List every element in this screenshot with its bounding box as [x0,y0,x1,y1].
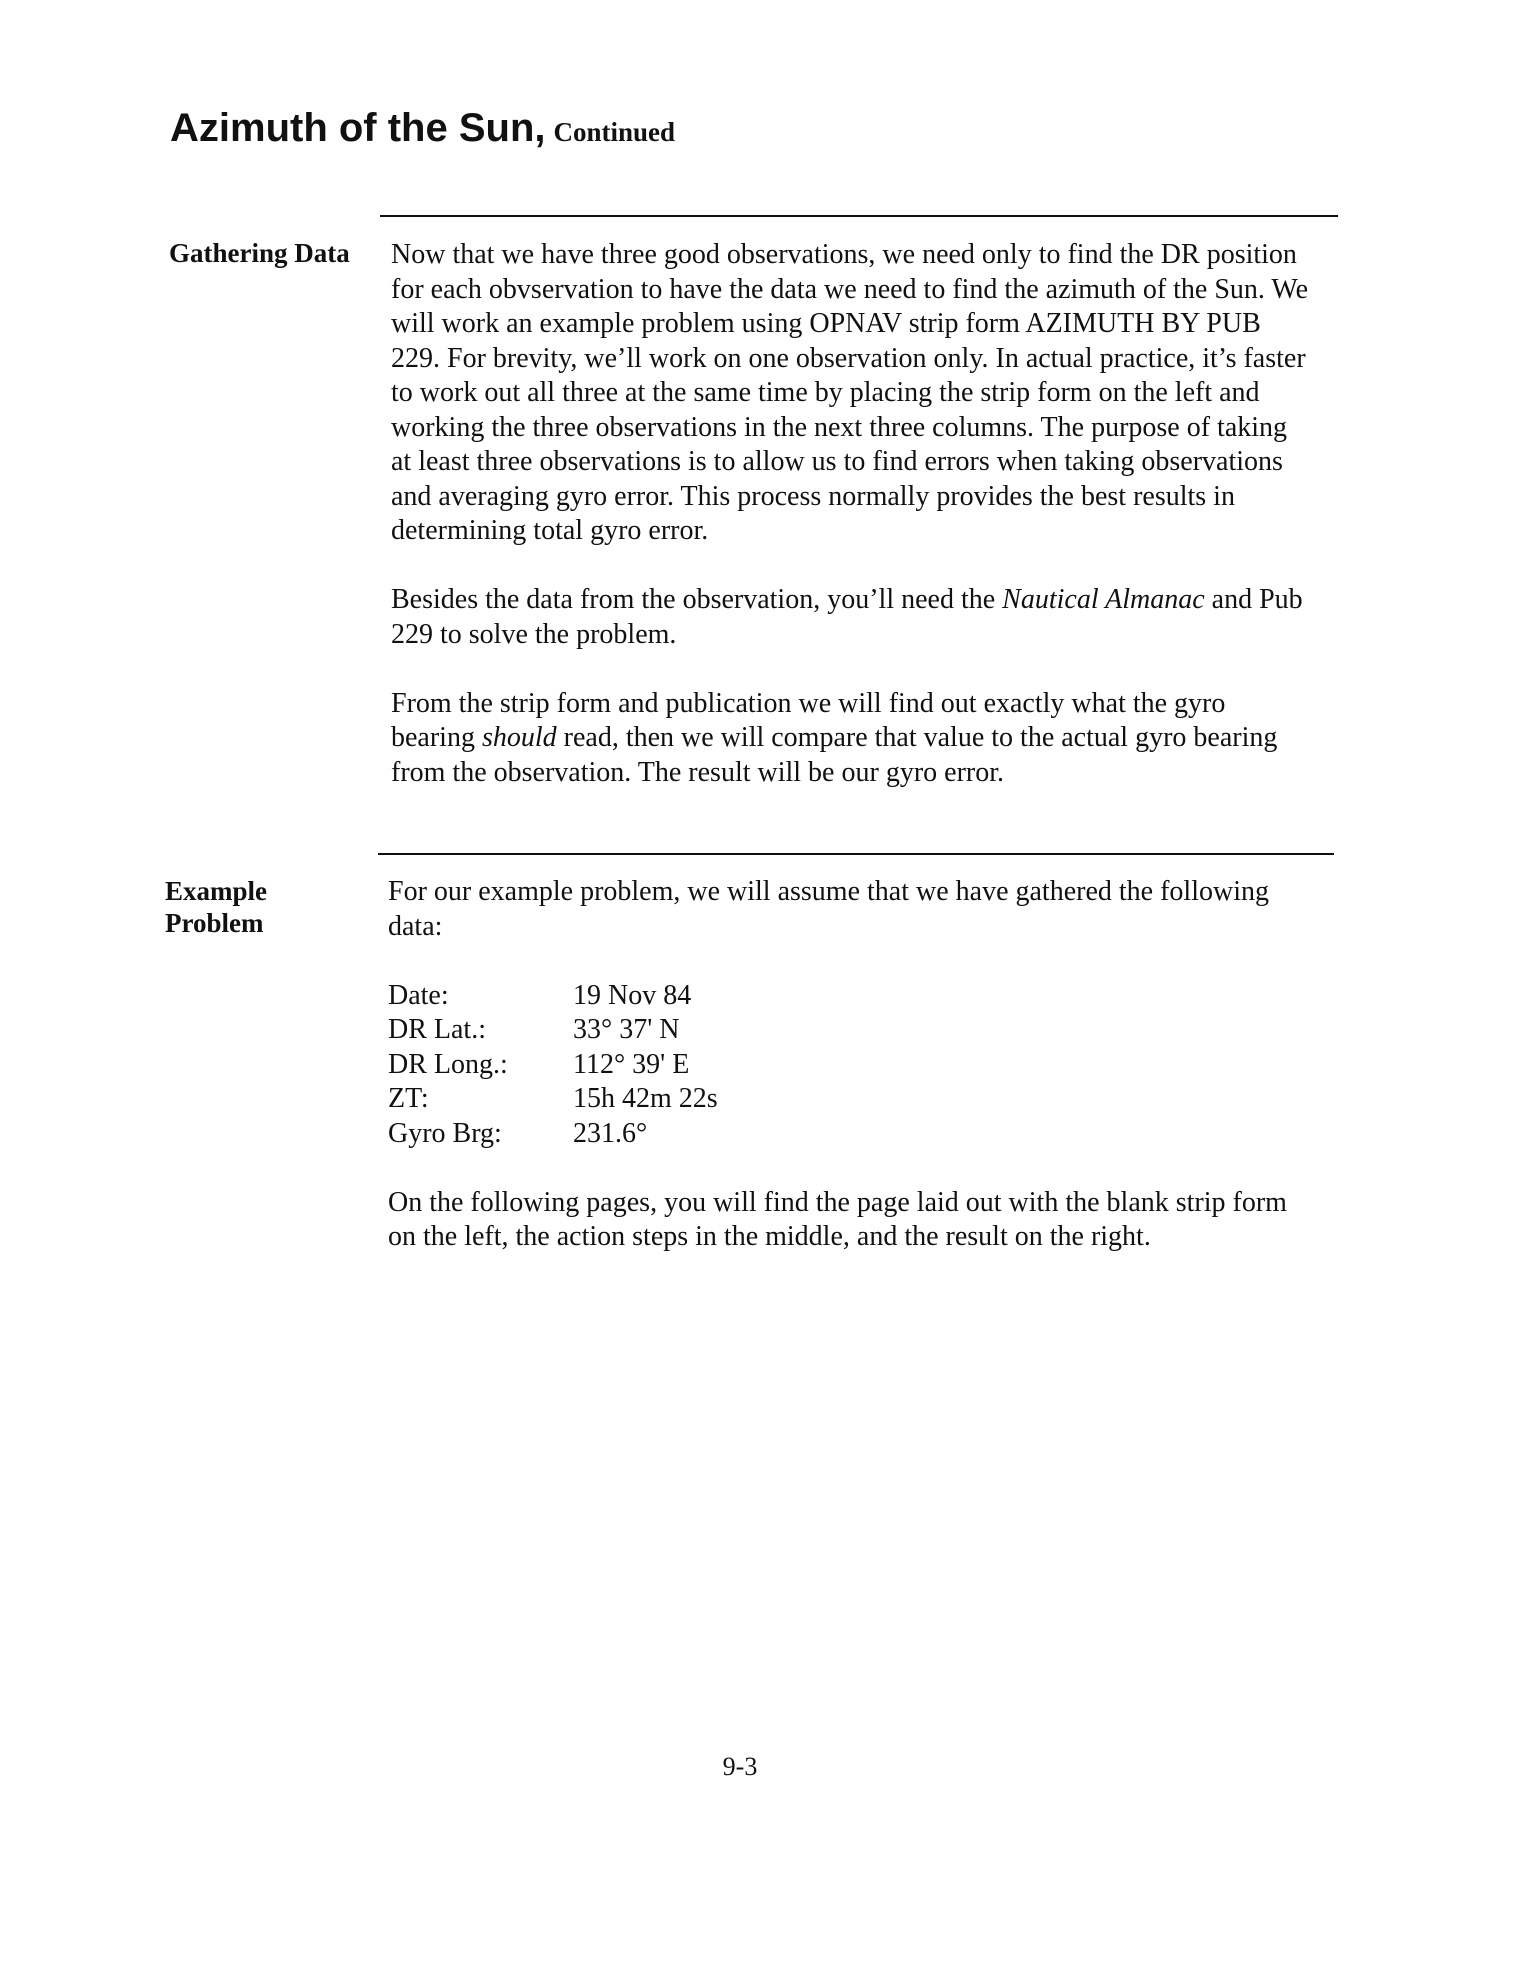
example-problem-label [165,875,267,939]
example-closing: On the following pages, you will find the page laid out with the blank strip form on the left, the action steps in the middle, and the result on the right. [388,1186,1287,1252]
observation-data-table [388,979,1308,1152]
data-key: DR Long.: [388,1048,508,1080]
section-divider-top [380,215,1338,217]
data-value: 112° 39' E [573,1048,690,1080]
should-emphasis: should [481,722,557,753]
data-key: Gyro Brg: [388,1117,502,1149]
gathering-paragraph-1: Now that we have three good observations, we need only to find the DR position for each obvservation to have the data we need to find the azimuth of the Sun. We will work an example problem using OPNAV strip form AZIMUTH BY PUB 229. For brevity, we’ll work on one observation only. In actual practice, it’s faster to work out all three at the same time by placing the strip form on the left and working the three observations in the next three columns. The purpose of taking at least three observations is to allow us to find errors when taking observations and averaging gyro error. This process normally provides the best results in determining total gyro error. [391,239,1309,546]
data-value: 19 Nov 84 [573,979,692,1011]
data-row-gyro-brg [388,1117,1308,1152]
data-row-dr-lat [388,1013,1308,1048]
data-value: 231.6° [573,1117,648,1149]
example-problem-body [388,875,1308,1255]
gathering-paragraph-3 [391,687,1311,791]
page-title [170,104,675,156]
gathering-paragraph-2 [391,583,1311,652]
gathering-paragraph-3-start: From the strip form and publication we will find out exactly what the gyro bearing [391,687,1226,753]
title-continued: Continued [553,117,676,147]
example-label-line-1: Example [165,876,268,906]
data-row-date [388,979,1308,1014]
data-value: 33° 37' N [573,1014,680,1045]
data-row-zt [388,1082,1308,1117]
section-divider-middle [378,853,1334,855]
gathering-data-body [391,238,1311,790]
gathering-data-label [169,237,350,269]
gathering-paragraph-3-end: read, then we will compare that value to the actual gyro bearing from the observation. The result will be our gyro error. [391,722,1278,788]
example-intro: For our example problem, we will assume that we have gathered the following data: [388,876,1269,942]
data-row-dr-long [388,1048,1308,1083]
gathering-data-label-text: Gathering Data [169,238,350,268]
page-number: 9-3 [722,1752,758,1781]
title-main: Azimuth of the Sun, [170,106,546,150]
gathering-paragraph-2-start: Besides the data from the observation, you’ll need the [391,584,1003,615]
data-key: ZT: [388,1083,429,1114]
nautical-almanac-title: Nautical Almanac [1002,584,1205,615]
data-value: 15h 42m 22s [573,1083,718,1114]
data-key: Date: [388,979,449,1011]
gathering-paragraph-2-end: and Pub 229 to solve the problem. [391,584,1303,650]
data-key: DR Lat.: [388,1014,486,1045]
example-label-line-2: Problem [165,908,264,938]
